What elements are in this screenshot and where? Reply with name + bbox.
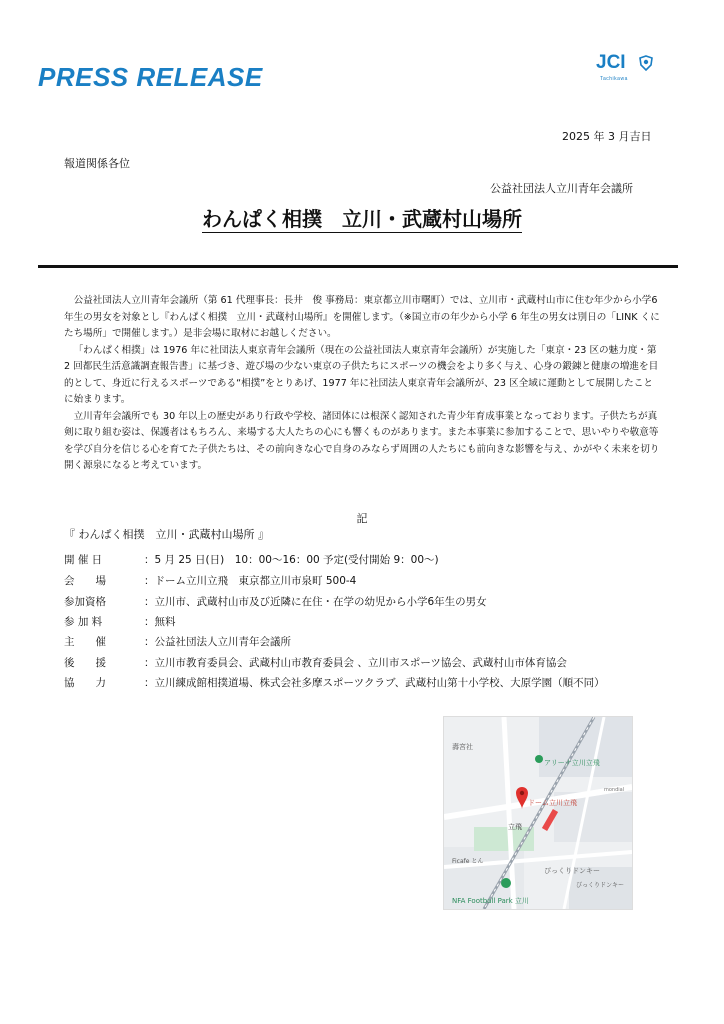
jci-logo-sub: Tachikawa <box>600 76 628 82</box>
divider <box>38 265 678 268</box>
press-release-heading: PRESS RELEASE <box>38 62 263 92</box>
map-label: 立飛 <box>508 823 522 831</box>
jci-emblem-icon <box>639 55 653 71</box>
map-label: Ficafe とん <box>452 858 484 865</box>
detail-label: 開 催 日 <box>64 554 103 566</box>
detail-row-host <box>64 634 291 649</box>
jci-logo-text: JCI <box>596 52 626 73</box>
map-label: ドーム立川立飛 <box>528 799 577 807</box>
detail-label: 会 場 <box>64 575 106 587</box>
map-label: アリーナ立川立飛 <box>544 759 600 767</box>
page-title <box>0 203 724 232</box>
map-label: ぴっくりドンキー <box>544 867 600 875</box>
detail-value: ：立川市教育委員会、武蔵村山市教育委員会 、立川市スポーツ協会、武蔵村山市体育協会 <box>144 657 567 669</box>
map-label: NFA Football Park 立川 <box>452 897 529 905</box>
detail-row-eligibility <box>64 594 487 609</box>
event-title: 『 わんぱく相撲 立川・武蔵村山場所 』 <box>64 528 269 541</box>
arena-marker-icon <box>535 755 543 763</box>
jci-logo <box>596 52 666 92</box>
detail-label: 後 援 <box>64 657 106 669</box>
detail-label: 参 加 料 <box>64 616 103 628</box>
body-paragraph: 「わんぱく相撲」は 1976 年に社団法人東京青年会議所（現在の公益社団法人東京青年会議所）が実施した「東京・23 区の魅力度・第 2 回都民生活意識調査報告書」に基づき、遊び場の少ない東京の子供たちにスポーツの機会をより多く与え、心身の鍛錬と健康の増進を目的として、身近に行えるスポーツである“相撲”をとりあげ、1977 年に社団法人東京青年会議所が、23 区全域に運動として展開したことに始まります。 <box>64 344 659 405</box>
detail-value: ：立川練成館相撲道場、株式会社多摩スポーツクラブ、武蔵村山第十小学校、大原学園（順不同） <box>144 677 605 689</box>
detail-row-date <box>64 552 439 567</box>
body-paragraph: 公益社団法人立川青年会議所（第 61 代理事長：長井 俊 事務局：東京都立川市曙町）では、立川市・武蔵村山市に住む年少から小学6年生の男女を対象とし『わんぱく相撲 立川・武蔵村山場所』を開催します。（※国立市の年少から小学 6 年生の男女は別日の「LINK くにたち場所」で開催します。）是非会場に取材にお越しください。 <box>64 295 660 339</box>
detail-label: 協 力 <box>64 677 106 689</box>
detail-label: 参加資格 <box>64 596 106 608</box>
body-text <box>64 293 660 475</box>
venue-map <box>443 716 633 910</box>
detail-row-fee <box>64 614 176 629</box>
organization-name: 公益社団法人立川青年会議所 <box>490 182 633 195</box>
ki-heading: 記 <box>356 512 368 525</box>
body-paragraph: 立川青年会議所でも 30 年以上の歴史があり行政や学校、諸団体には根深く認知された青少年育成事業となっております。子供たちが真剣に取り組む姿は、保護者はもちろん、来場する大人たちの心にも響くものがあります。また本事業に参加することで、思いやりや敬意等を学び自分を信じる心を育てた子供たちは、その前向きな心で自身のみならず周囲の人たちにも前向きな影響を与え、かがやく未来を切り開く源泉になると考えています。 <box>64 410 660 471</box>
map-label: mondial <box>604 787 625 793</box>
addressee: 報道関係各位 <box>64 157 130 170</box>
park-marker-icon <box>501 878 511 888</box>
release-date: 2025 年 3 月吉日 <box>562 130 652 143</box>
detail-label: 主 催 <box>64 636 106 648</box>
detail-value: ：立川市、武蔵村山市及び近隣に在住・在学の幼児から小学6年生の男女 <box>144 596 487 608</box>
detail-row-venue <box>64 573 356 588</box>
detail-value: ：5 月 25 日(日) 10：00～16：00 予定(受付開始 9：00～) <box>144 554 439 566</box>
page-title-text: わんぱく相撲 立川・武蔵村山場所 <box>202 207 522 231</box>
detail-row-support <box>64 655 567 670</box>
detail-value: ：無料 <box>144 616 176 628</box>
map-label: 壽宮社 <box>452 743 473 751</box>
detail-value: ：公益社団法人立川青年会議所 <box>144 636 291 648</box>
detail-row-cooperation <box>64 675 605 690</box>
map-label: びっくりドンキー <box>576 882 625 889</box>
detail-value: ：ドーム立川立飛 東京都立川市泉町 500-4 <box>144 575 357 587</box>
